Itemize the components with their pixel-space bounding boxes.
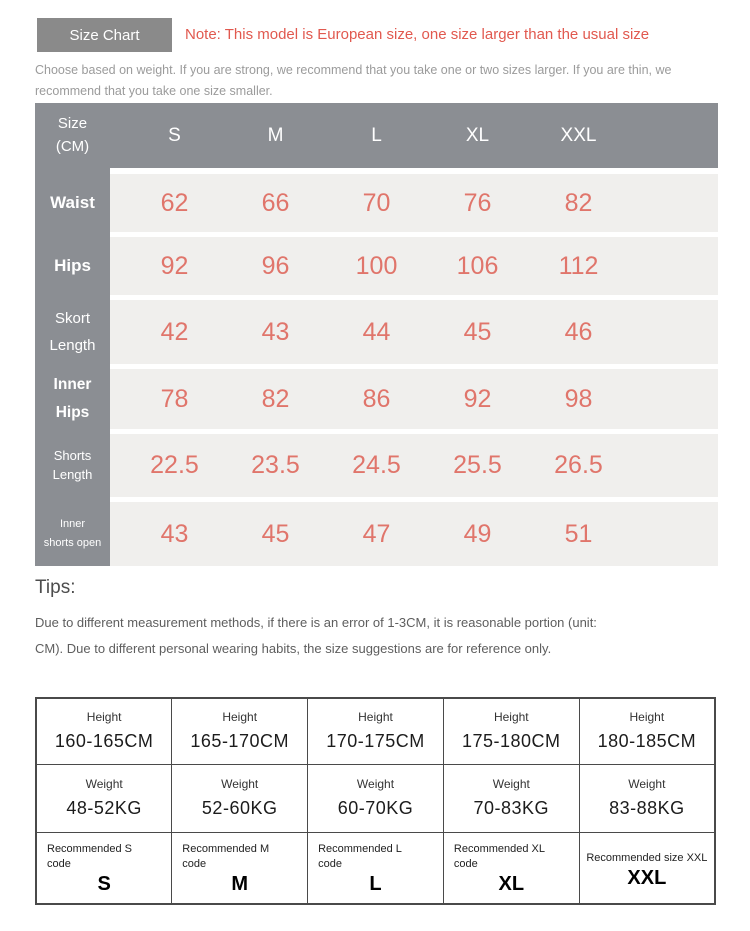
cell-value: 45 <box>463 317 492 346</box>
cell-value: 43 <box>261 317 290 346</box>
row-label-skort-length <box>35 295 110 364</box>
tips-heading: Tips: <box>35 577 76 598</box>
recommended-size-row <box>36 832 715 904</box>
tips-paragraph <box>35 610 725 662</box>
row-values <box>110 232 718 295</box>
size-table-header-row <box>35 103 718 168</box>
row-label-line: Skort <box>54 310 90 327</box>
cell-value: 76 <box>463 188 492 217</box>
recommended-size-cell <box>443 832 579 904</box>
recommendation-label: Recommended XL code <box>453 843 545 871</box>
height-label: Height <box>86 710 122 725</box>
size-chart-tab-button[interactable]: Size Chart <box>37 18 172 52</box>
cell-value: 25.5 <box>453 451 502 479</box>
cell-value: 106 <box>456 251 499 280</box>
row-label-line: Hips <box>55 404 90 421</box>
weight-value: 60-70KG <box>337 798 414 818</box>
weight-cell <box>172 764 308 832</box>
weight-cell <box>443 764 579 832</box>
cell-value: 66 <box>261 188 290 217</box>
height-value: 180-185CM <box>597 731 697 752</box>
height-cell <box>443 698 579 764</box>
recommended-size-code: XXL <box>627 866 667 889</box>
table-row-inner-shorts-open <box>35 497 718 566</box>
table-row-waist <box>35 168 718 232</box>
cell-value: 46 <box>564 317 593 346</box>
cell-value: 96 <box>261 251 290 280</box>
cell-value: 86 <box>362 384 391 413</box>
weight-label: Weight <box>85 777 123 791</box>
row-label-line: Shorts <box>53 448 92 464</box>
height-cell <box>172 698 308 764</box>
size-recommendation-table <box>35 697 716 905</box>
weight-label: Weight <box>221 777 259 791</box>
recommendation-label: Recommended L code <box>318 843 402 871</box>
row-label-line: Length <box>52 466 93 482</box>
cell-value: 49 <box>463 519 492 548</box>
row-label-inner-hips <box>35 364 110 429</box>
height-value: 175-180CM <box>462 731 561 752</box>
weight-value: 52-60KG <box>201 798 278 818</box>
weight-label: Weight <box>492 777 530 791</box>
cell-value: 92 <box>160 251 189 280</box>
recommendation-label: Recommended M code <box>182 843 270 871</box>
cell-value: 24.5 <box>352 451 401 479</box>
recommended-size-code: S <box>97 873 111 896</box>
row-label-line: Hips <box>54 256 91 275</box>
recommended-size-code: L <box>369 873 382 896</box>
cell-value: 43 <box>160 519 189 548</box>
height-cell <box>36 698 172 764</box>
weight-row <box>36 764 715 832</box>
column-header-l: L <box>371 124 382 146</box>
column-header-s: S <box>168 124 181 146</box>
weight-label: Weight <box>356 777 395 791</box>
recommended-size-cell <box>172 832 308 904</box>
weight-label: Weight <box>628 777 666 791</box>
cell-value: 62 <box>160 188 189 217</box>
cell-value: 26.5 <box>554 451 603 479</box>
cell-value: 92 <box>463 384 492 413</box>
table-row-inner-hips <box>35 364 718 429</box>
height-label: Height <box>358 710 393 725</box>
cell-value: 42 <box>160 317 189 346</box>
column-header-m: M <box>267 124 284 146</box>
row-label-line: shorts open <box>43 537 102 549</box>
height-label: Height <box>222 710 258 725</box>
cell-value: 82 <box>564 188 593 217</box>
row-label-line: Inner <box>53 376 92 394</box>
weight-cell <box>579 764 715 832</box>
recommended-size-cell <box>36 832 172 904</box>
row-label-waist <box>35 168 110 232</box>
weight-cell <box>308 764 444 832</box>
cell-value: 100 <box>355 251 398 280</box>
cell-value: 23.5 <box>251 451 300 479</box>
weight-cell <box>36 764 172 832</box>
weight-value: 48-52KG <box>66 798 142 818</box>
recommended-size-cell <box>579 832 715 904</box>
recommendation-label: Recommended size XXL <box>586 851 708 864</box>
recommended-size-code: XL <box>498 873 525 896</box>
recommended-size-cell <box>308 832 444 904</box>
tips-line1: Due to different measurement methods, if there is an error of 1-3CM, it is reasonable portion (unit: <box>35 615 597 630</box>
size-measurements-table <box>35 103 718 566</box>
row-values <box>110 364 718 429</box>
height-label: Height <box>629 710 665 725</box>
cell-value: 98 <box>564 384 593 413</box>
table-row-shorts-length <box>35 429 718 497</box>
row-label-hips <box>35 232 110 295</box>
recommendation-label: Recommended S code <box>47 843 132 871</box>
cell-value: 44 <box>362 317 391 346</box>
cell-value: 45 <box>261 519 290 548</box>
cell-value: 22.5 <box>150 451 199 479</box>
row-label-line: Length <box>49 337 96 354</box>
height-row <box>36 698 715 764</box>
weight-value: 83-88KG <box>609 798 685 818</box>
row-values <box>110 429 718 497</box>
height-label: Height <box>493 710 529 725</box>
cell-value: 78 <box>160 384 189 413</box>
height-cell <box>308 698 444 764</box>
cell-value: 112 <box>558 251 599 280</box>
tips-line2: CM). Due to different personal wearing habits, the size suggestions are for reference only. <box>35 641 552 656</box>
column-header-xl: XL <box>465 124 490 146</box>
cell-value: 47 <box>362 519 391 548</box>
table-row-skort-length <box>35 295 718 364</box>
row-label-line: Inner <box>59 518 86 531</box>
height-value: 160-165CM <box>54 731 154 752</box>
recommended-size-code: M <box>231 873 249 896</box>
table-row-hips <box>35 232 718 295</box>
row-label-line: Waist <box>50 193 95 212</box>
size-column-headers <box>110 103 718 168</box>
row-label-shorts-length <box>35 429 110 497</box>
cell-value: 70 <box>362 188 391 217</box>
sizing-advice-text: Choose based on weight. If you are strong, we recommend that you take one or two sizes larger. If you are thin, we recommend that you take one size smaller. <box>35 63 672 98</box>
row-label-inner-shorts-open <box>35 497 110 566</box>
european-size-note: Note: This model is European size, one size larger than the usual size <box>185 26 650 43</box>
row-values <box>110 497 718 566</box>
row-values <box>110 168 718 232</box>
height-cell <box>579 698 715 764</box>
row-values <box>110 295 718 364</box>
corner-line1: Size <box>57 115 88 132</box>
height-value: 170-175CM <box>326 731 425 752</box>
weight-value: 70-83KG <box>473 798 550 818</box>
column-header-xxl: XXL <box>560 124 597 146</box>
corner-line2: (CM) <box>55 137 90 155</box>
height-value: 165-170CM <box>190 731 289 752</box>
size-unit-corner-label <box>35 103 110 168</box>
cell-value: 51 <box>564 519 593 548</box>
cell-value: 82 <box>261 384 290 413</box>
